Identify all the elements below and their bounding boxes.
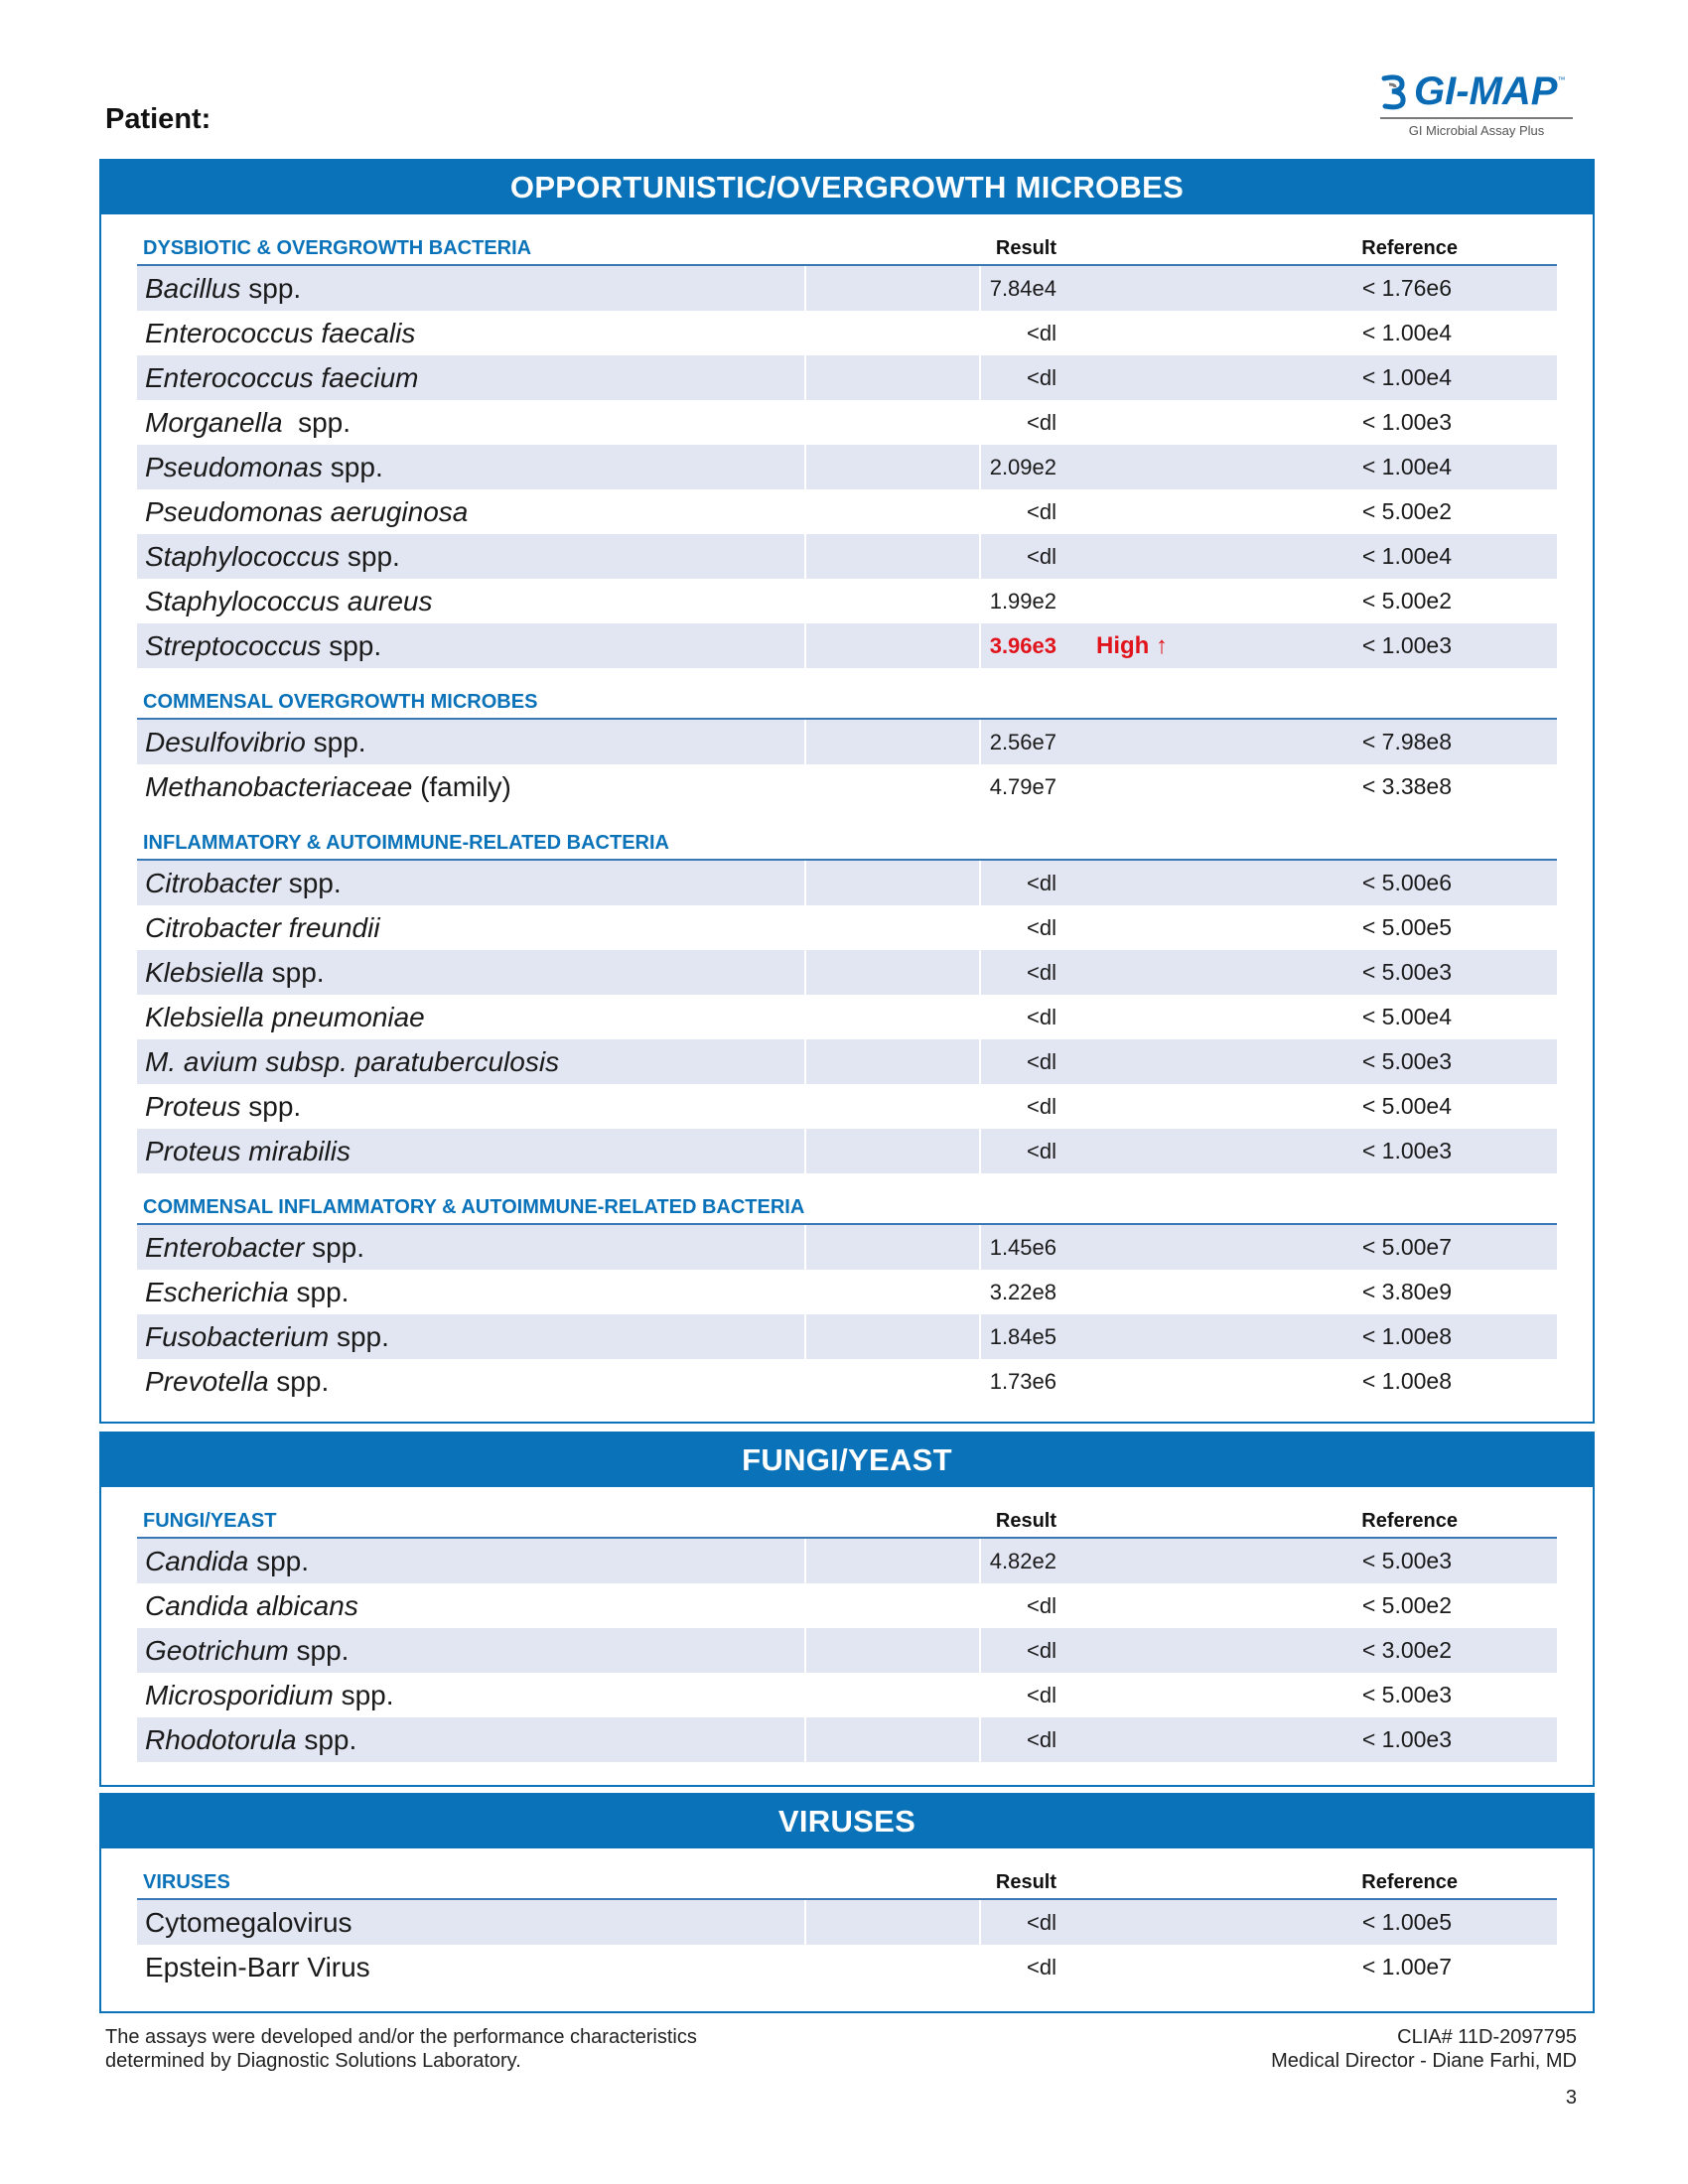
group-title: VIRUSES	[143, 1871, 230, 1893]
table-row	[137, 1539, 1557, 1583]
column-divider	[979, 720, 981, 764]
column-divider	[979, 1900, 981, 1945]
footer-disclaimer	[105, 2025, 697, 2073]
organism-name	[137, 496, 468, 528]
organism-name-italic: Citrobacter freundii	[145, 911, 380, 943]
result-value: 2.09e2	[989, 454, 1056, 479]
result-value: <dl	[1027, 1138, 1056, 1163]
result-value: 3.22e8	[989, 1279, 1056, 1304]
reference-value: < 1.00e8	[1361, 1368, 1452, 1394]
table-row	[137, 1945, 1557, 1989]
organism-name	[137, 1277, 349, 1308]
organism-name-suffix: spp.	[268, 1365, 330, 1397]
column-divider	[979, 311, 981, 355]
result-value: <dl	[1027, 959, 1056, 985]
column-divider	[804, 861, 806, 905]
logo-subtitle: GI Microbial Assay Plus	[1408, 123, 1545, 138]
results-table	[137, 1505, 1557, 1762]
table-row	[137, 355, 1557, 400]
column-divider	[804, 995, 806, 1039]
column-divider	[979, 579, 981, 623]
footer-medical-director: Medical Director - Diane Farhi, MD	[1271, 2050, 1577, 2072]
table-row	[137, 1129, 1557, 1173]
column-divider	[979, 764, 981, 809]
organism-name-suffix: spp.	[296, 1723, 357, 1755]
footer-disclaimer-line-2: determined by Diagnostic Solutions Laboratory.	[105, 2050, 521, 2072]
reference-column-header: Reference	[1361, 1871, 1458, 1893]
reference-value: < 5.00e2	[1361, 588, 1452, 614]
reference-value: < 1.00e5	[1361, 1909, 1452, 1935]
column-divider	[804, 1539, 806, 1583]
organism-name-italic: Proteus mirabilis	[145, 1135, 351, 1166]
result-value: <dl	[1027, 1004, 1056, 1029]
result-value: <dl	[1027, 1592, 1056, 1618]
result-value: 7.84e4	[989, 275, 1056, 301]
result-value: 2.56e7	[989, 729, 1056, 754]
column-divider	[804, 400, 806, 445]
reference-value: < 5.00e4	[1361, 1093, 1452, 1119]
column-divider	[804, 311, 806, 355]
organism-name	[137, 362, 418, 394]
table-row	[137, 764, 1557, 809]
organism-name-italic: Microsporidium	[145, 1679, 334, 1710]
reference-column-header: Reference	[1361, 1510, 1458, 1532]
footer-clia-number: CLIA# 11D-2097795	[1397, 2026, 1577, 2048]
organism-name	[137, 1590, 358, 1622]
result-value: 1.99e2	[989, 588, 1056, 614]
organism-name-suffix: Cytomegalovirus	[145, 1906, 352, 1938]
organism-name-suffix: spp.	[321, 629, 382, 661]
logo-rule	[1380, 117, 1573, 119]
result-value: 3.96e3	[989, 632, 1056, 658]
organism-name-italic: Enterococcus faecalis	[145, 317, 416, 348]
reference-value: < 1.00e7	[1361, 1954, 1452, 1979]
organism-name	[137, 452, 383, 483]
table-row	[137, 1270, 1557, 1314]
organism-name	[137, 868, 342, 899]
column-divider	[979, 1583, 981, 1628]
organism-name	[137, 586, 433, 617]
organism-name	[137, 1046, 559, 1078]
organism-name-suffix: spp.	[282, 406, 352, 438]
result-value: <dl	[1027, 364, 1056, 390]
table-row	[137, 1583, 1557, 1628]
column-divider	[979, 1945, 981, 1989]
column-divider	[804, 1673, 806, 1717]
organism-name-suffix: spp.	[280, 867, 342, 898]
organism-name	[137, 727, 366, 758]
gi-map-logo	[1380, 71, 1579, 147]
organism-name-italic: Klebsiella pneumoniae	[145, 1001, 425, 1032]
group-header	[137, 1505, 1557, 1539]
table-row	[137, 1673, 1557, 1717]
column-divider	[979, 355, 981, 400]
result-value: <dl	[1027, 543, 1056, 569]
organism-name-italic: Escherichia	[145, 1276, 289, 1307]
reference-value: < 1.00e3	[1361, 1138, 1452, 1163]
column-divider	[979, 489, 981, 534]
organism-name-suffix: spp.	[305, 726, 366, 757]
column-divider	[804, 623, 806, 668]
column-divider	[979, 1225, 981, 1270]
organism-name-italic: Bacillus	[145, 272, 241, 304]
column-divider	[979, 623, 981, 668]
column-divider	[804, 1084, 806, 1129]
column-divider	[979, 266, 981, 311]
section-1	[99, 1432, 1595, 1787]
organism-name-italic: Prevotella	[145, 1365, 269, 1397]
organism-name	[137, 1366, 329, 1398]
column-divider	[804, 905, 806, 950]
organism-name-italic: Klebsiella	[145, 956, 264, 988]
reference-value: < 1.00e3	[1361, 632, 1452, 658]
table-row	[137, 1359, 1557, 1404]
organism-name	[137, 1952, 370, 1983]
group-title: COMMENSAL OVERGROWTH MICROBES	[143, 691, 538, 713]
column-divider	[804, 534, 806, 579]
column-divider	[979, 1129, 981, 1173]
organism-name-italic: Methanobacteriaceae	[145, 770, 413, 802]
reference-value: < 3.38e8	[1361, 773, 1452, 799]
reference-value: < 5.00e2	[1361, 1592, 1452, 1618]
column-divider	[979, 534, 981, 579]
logo-trademark: ™	[1557, 75, 1566, 84]
organism-name	[137, 1635, 349, 1667]
organism-name-italic: Pseudomonas	[145, 451, 324, 482]
logo-mark-icon	[1380, 72, 1410, 110]
organism-name-italic: M. avium subsp. paratuberculosis	[145, 1045, 560, 1077]
organism-name-italic: Candida	[145, 1545, 249, 1576]
table-row	[137, 579, 1557, 623]
result-value: <dl	[1027, 1637, 1056, 1663]
organism-name	[137, 1546, 309, 1577]
column-divider	[804, 1583, 806, 1628]
result-value: <dl	[1027, 1909, 1056, 1935]
result-value: <dl	[1027, 1726, 1056, 1752]
organism-name	[137, 541, 400, 573]
logo-text: GI-MAP	[1414, 69, 1558, 113]
section-title: OPPORTUNISTIC/OVERGROWTH MICROBES	[101, 161, 1593, 214]
organism-name-suffix: (family)	[412, 770, 511, 802]
result-group	[137, 827, 1557, 1173]
table-row	[137, 266, 1557, 311]
reference-column-header: Reference	[1361, 237, 1458, 259]
reference-value: < 5.00e3	[1361, 1048, 1452, 1074]
reference-value: < 5.00e7	[1361, 1234, 1452, 1260]
organism-name-italic: Proteus	[145, 1090, 241, 1122]
column-divider	[804, 445, 806, 489]
group-header	[137, 1191, 1557, 1225]
organism-name-italic: Pseudomonas aeruginosa	[145, 495, 469, 527]
organism-name	[137, 1680, 394, 1711]
result-column-header: Result	[995, 1871, 1056, 1893]
organism-name-italic: Geotrichum	[145, 1634, 289, 1666]
table-row	[137, 489, 1557, 534]
reference-value: < 5.00e5	[1361, 914, 1452, 940]
column-divider	[979, 1539, 981, 1583]
table-row	[137, 445, 1557, 489]
column-divider	[804, 1717, 806, 1762]
organism-name-italic: Citrobacter	[145, 867, 281, 898]
result-column-header: Result	[995, 1510, 1056, 1532]
result-value: 1.84e5	[989, 1323, 1056, 1349]
column-divider	[804, 1359, 806, 1404]
result-value: 1.73e6	[989, 1368, 1056, 1394]
column-divider	[804, 489, 806, 534]
table-row	[137, 720, 1557, 764]
column-divider	[804, 355, 806, 400]
table-row	[137, 534, 1557, 579]
table-row	[137, 1084, 1557, 1129]
group-title: COMMENSAL INFLAMMATORY & AUTOIMMUNE-RELATED BACTERIA	[143, 1196, 805, 1218]
table-row	[137, 995, 1557, 1039]
organism-name	[137, 1907, 352, 1939]
reference-value: < 1.76e6	[1361, 275, 1452, 301]
section-0	[99, 159, 1595, 1424]
section-title: VIRUSES	[101, 1795, 1593, 1848]
reference-value: < 7.98e8	[1361, 729, 1452, 754]
column-divider	[804, 1945, 806, 1989]
column-divider	[804, 1129, 806, 1173]
table-row	[137, 1039, 1557, 1084]
reference-value: < 1.00e3	[1361, 1726, 1452, 1752]
reference-value: < 5.00e4	[1361, 1004, 1452, 1029]
reference-value: < 1.00e3	[1361, 409, 1452, 435]
reference-value: < 5.00e6	[1361, 870, 1452, 895]
column-divider	[979, 995, 981, 1039]
organism-name-italic: Enterobacter	[145, 1231, 305, 1263]
organism-name-italic: Streptococcus	[145, 629, 322, 661]
table-row	[137, 1900, 1557, 1945]
organism-name-suffix: spp.	[323, 451, 383, 482]
organism-name-italic: Candida albicans	[145, 1589, 358, 1621]
result-group	[137, 686, 1557, 809]
column-divider	[804, 950, 806, 995]
organism-name	[137, 273, 301, 305]
column-divider	[979, 1628, 981, 1673]
organism-name	[137, 1724, 356, 1756]
reference-value: < 1.00e4	[1361, 543, 1452, 569]
reference-value: < 3.00e2	[1361, 1637, 1452, 1663]
result-value: <dl	[1027, 1048, 1056, 1074]
group-header	[137, 232, 1557, 266]
column-divider	[804, 1270, 806, 1314]
results-table	[137, 1866, 1557, 1989]
column-divider	[979, 1673, 981, 1717]
organism-name-italic: Enterococcus faecium	[145, 361, 419, 393]
column-divider	[804, 764, 806, 809]
organism-name-suffix: spp.	[240, 272, 302, 304]
high-flag: High ↑	[1096, 631, 1168, 659]
reference-value: < 5.00e3	[1361, 1682, 1452, 1707]
column-divider	[979, 1270, 981, 1314]
footer-lab-info	[1271, 2025, 1577, 2073]
column-divider	[804, 1225, 806, 1270]
column-divider	[979, 861, 981, 905]
footer-disclaimer-line-1: The assays were developed and/or the performance characteristics	[105, 2026, 697, 2048]
organism-name-italic: Staphylococcus aureus	[145, 585, 433, 616]
table-row	[137, 1628, 1557, 1673]
column-divider	[979, 1039, 981, 1084]
section-2	[99, 1793, 1595, 2013]
column-divider	[804, 1039, 806, 1084]
group-header	[137, 827, 1557, 861]
table-row	[137, 623, 1557, 668]
column-divider	[979, 400, 981, 445]
result-group	[137, 1866, 1557, 1989]
organism-name-italic: Morganella	[145, 406, 283, 438]
organism-name-italic: Desulfovibrio	[145, 726, 306, 757]
result-value: <dl	[1027, 1093, 1056, 1119]
group-title: FUNGI/YEAST	[143, 1510, 277, 1532]
reference-value: < 1.00e8	[1361, 1323, 1452, 1349]
table-row	[137, 400, 1557, 445]
result-value: <dl	[1027, 870, 1056, 895]
column-divider	[804, 1628, 806, 1673]
reference-value: < 5.00e3	[1361, 959, 1452, 985]
result-group	[137, 1505, 1557, 1762]
column-divider	[804, 1314, 806, 1359]
column-divider	[979, 905, 981, 950]
table-row	[137, 1717, 1557, 1762]
organism-name-italic: Staphylococcus	[145, 540, 341, 572]
column-divider	[979, 950, 981, 995]
reference-value: < 1.00e4	[1361, 364, 1452, 390]
result-value: <dl	[1027, 498, 1056, 524]
reference-value: < 5.00e2	[1361, 498, 1452, 524]
organism-name	[137, 1136, 351, 1167]
table-row	[137, 1314, 1557, 1359]
organism-name-suffix: spp.	[288, 1276, 350, 1307]
group-title: DYSBIOTIC & OVERGROWTH BACTERIA	[143, 237, 532, 259]
result-value: 4.82e2	[989, 1548, 1056, 1573]
reference-value: < 3.80e9	[1361, 1279, 1452, 1304]
reference-value: < 1.00e4	[1361, 320, 1452, 345]
column-divider	[979, 1717, 981, 1762]
organism-name-suffix: spp.	[340, 540, 400, 572]
organism-name	[137, 407, 351, 439]
organism-name	[137, 912, 380, 944]
reference-value: < 1.00e4	[1361, 454, 1452, 479]
column-divider	[979, 1084, 981, 1129]
organism-name	[137, 957, 325, 989]
column-divider	[979, 1359, 981, 1404]
group-header	[137, 1866, 1557, 1900]
result-group	[137, 1191, 1557, 1404]
result-value: <dl	[1027, 320, 1056, 345]
section-title: FUNGI/YEAST	[101, 1433, 1593, 1487]
organism-name	[137, 1091, 301, 1123]
organism-name	[137, 630, 381, 662]
column-divider	[804, 266, 806, 311]
organism-name-suffix: spp.	[329, 1320, 389, 1352]
group-title: INFLAMMATORY & AUTOIMMUNE-RELATED BACTERIA	[143, 832, 669, 854]
group-header	[137, 686, 1557, 720]
organism-name	[137, 1321, 389, 1353]
result-column-header: Result	[995, 237, 1056, 259]
reference-value: < 5.00e3	[1361, 1548, 1452, 1573]
column-divider	[804, 579, 806, 623]
organism-name-italic: Rhodotorula	[145, 1723, 297, 1755]
result-group	[137, 232, 1557, 668]
table-row	[137, 1225, 1557, 1270]
column-divider	[804, 720, 806, 764]
page-number: 3	[1565, 2087, 1577, 2109]
organism-name-suffix: spp.	[240, 1090, 302, 1122]
organism-name-suffix: spp.	[304, 1231, 365, 1263]
column-divider	[979, 445, 981, 489]
result-value: 4.79e7	[989, 773, 1056, 799]
result-value: <dl	[1027, 1954, 1056, 1979]
column-divider	[804, 1900, 806, 1945]
table-row	[137, 311, 1557, 355]
organism-name-suffix: spp.	[288, 1634, 350, 1666]
result-value: <dl	[1027, 1682, 1056, 1707]
organism-name-suffix: spp.	[248, 1545, 310, 1576]
results-table	[137, 232, 1557, 1404]
organism-name-suffix: Epstein-Barr Virus	[145, 1951, 370, 1982]
result-value: <dl	[1027, 914, 1056, 940]
organism-name	[137, 771, 511, 803]
organism-name-suffix: spp.	[333, 1679, 394, 1710]
result-value: <dl	[1027, 409, 1056, 435]
patient-label: Patient:	[105, 103, 211, 135]
table-row	[137, 950, 1557, 995]
organism-name-suffix: spp.	[263, 956, 325, 988]
organism-name	[137, 318, 415, 349]
organism-name	[137, 1232, 364, 1264]
organism-name	[137, 1002, 425, 1033]
table-row	[137, 905, 1557, 950]
result-value: 1.45e6	[989, 1234, 1056, 1260]
organism-name-italic: Fusobacterium	[145, 1320, 330, 1352]
table-row	[137, 861, 1557, 905]
column-divider	[979, 1314, 981, 1359]
